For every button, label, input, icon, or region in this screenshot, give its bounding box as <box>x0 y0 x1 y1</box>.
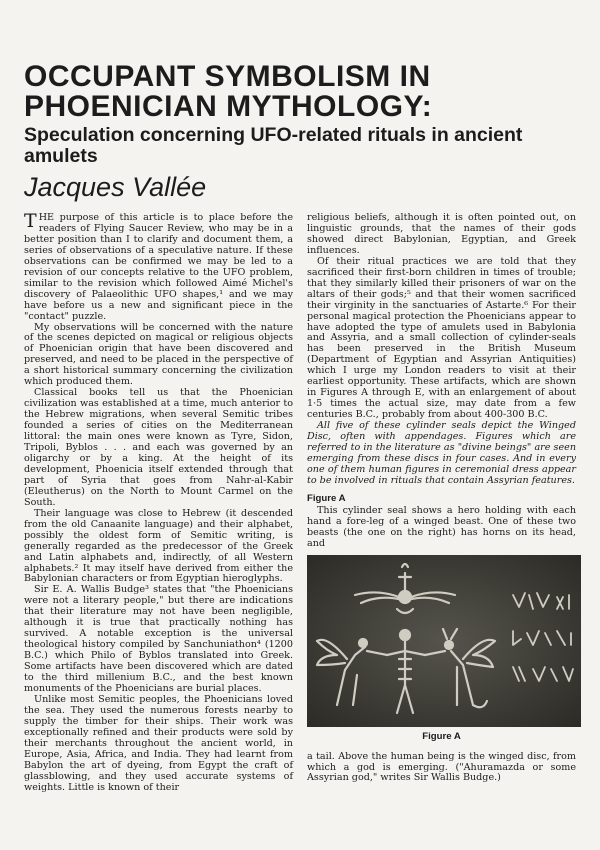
paragraph-figure-a: This cylinder seal shows a hero holding with each hand a fore-leg of a winged beast. One of these two beasts (the one on the right) has horns on its head, and <box>307 504 576 549</box>
paragraph-classical: Classical books tell us that the Phoenician civilization was established at a time, much anterior to the Hebrew migrations, when several Semitic tribes founded a series of cities on the Mediterranean littoral: the main ones were known as Tyre, Sidon, Tripoli, Byblos . . . and each was governed by an oligarchy or by a king. At the height of its development, Phoenicia itself extended through that part of Syria that goes from Nahr-al-Kabir (Eleutherus) on the North to Mount Carmel on the South. <box>24 387 293 508</box>
paragraph-winged-disc: All five of these cylinder seals depict the Winged Disc, often with appendages. Figures which are referred to in the literature as "divine beings" are seen emerging from these discs in four cases. And in every one of them human figures in ceremonial dress appear to be involved in rituals that contain Assyrian features. <box>307 420 576 486</box>
cylinder-seal-impression <box>307 555 581 727</box>
body-columns <box>24 210 576 794</box>
paragraph-rituals: Of their ritual practices we are told that they sacrificed their first-born children in times of trouble; that they similarly killed their prisoners of war on the altars of their gods;⁵ and that their women sacrificed their virginity in the sanctuaries of Astarte.⁶ For their personal magical protection the Phoenicians appear to have adopted the type of amulets used in Babylonia and Assyria, and a small collection of cylinder-seals has been preserved in the British Museum (Department of Egyptian and Assyrian Antiquities) which I urge my London readers to visit at their earliest opportunity. These artifacts, which are shown in Figures A through E, with an enlargement of about 1·5 times the actual size, may date from a few centuries B.C., probably from about 400-300 B.C. <box>307 255 576 421</box>
paragraph-budge: Sir E. A. Wallis Budge³ states that "the Phoenicians were not a literary people," but there are indications that their literature may not have been negligible, although it is true that practically nothing has survived. A notable exception is the universal theological history compiled by Sanchuniathon⁴ (1200 B.C.) which Philo of Byblos translated into Greek. Some artifacts have been discovered which are dated to the third millenium B.C., and the best known monuments of the Phoenicians are burial places. <box>24 584 293 694</box>
article-author: Jacques Vallée <box>24 172 207 202</box>
paragraph-intro <box>24 210 293 323</box>
figure-caption: Figure A <box>422 730 461 742</box>
article-title <box>24 62 576 122</box>
figure-heading: Figure A <box>307 492 346 504</box>
title-line-1: OCCUPANT SYMBOLISM IN <box>24 60 431 93</box>
right-column <box>307 213 576 794</box>
article-subtitle: Speculation concerning UFO-related rituals in ancient amulets <box>24 124 523 167</box>
paragraph-intro-text: HE purpose of this article is to place before the readers of Flying Saucer Review, who may be in a better position than I to clarify and document them, a series of observations of a speculative nature. If these observations can be confirmed we may be led to a revision of our concepts relative to the UFO problem, similar to the revision which followed Aimé Michel's discovery of Palaeolithic UFO shapes,¹ and we may have before us a new and significant piece in the "contact" puzzle. <box>24 212 293 322</box>
drop-cap: T <box>24 210 37 232</box>
paragraph-language: Their language was close to Hebrew (it descended from the old Canaanite language) and their alphabet, possibly the oldest form of Semitic writing, is generally regarded as the predecessor of the Greek and Latin alphabets and, indirectly, of all Western alphabets.² It may itself have derived from either the Babylonian characters or from Egyptian hieroglyphs. <box>24 507 293 585</box>
paragraph-observations: My observations will be concerned with the nature of the scenes depicted on magical or religious objects of Phoenician origin that have been discovered and preserved, and need to be placed in the perspective of a short historical summary concerning the civilization which produced them. <box>24 321 293 388</box>
paragraph-winged-disc-tail: a tail. Above the human being is the winged disc, from which a god is emerging. ("Ahuramazda or some Assyrian god," writes Sir Wallis Budge.) <box>307 750 576 784</box>
paragraph-religious: religious beliefs, although it is often pointed out, on linguistic grounds, that the names of their gods showed direct Babylonian, Egyptian, and Greek influences. <box>307 212 576 256</box>
left-column <box>24 210 293 794</box>
title-line-2: PHOENICIAN MYTHOLOGY: <box>24 90 433 123</box>
after-figure-text <box>307 752 576 785</box>
paragraph-sea: Unlike most Semitic peoples, the Phoenicians loved the sea. They used the numerous forests nearby to supply the timber for their ships. Their work was exceptionally refined and their products were sold by their merchants throughout the ancient world, in Europe, Asia, Africa, and India. They had learnt from Babylon the art of dyeing, from Egypt the craft of glassblowing, and they used accurate systems of weights. Little is known of their <box>24 693 293 793</box>
figure-a-image <box>307 555 581 727</box>
